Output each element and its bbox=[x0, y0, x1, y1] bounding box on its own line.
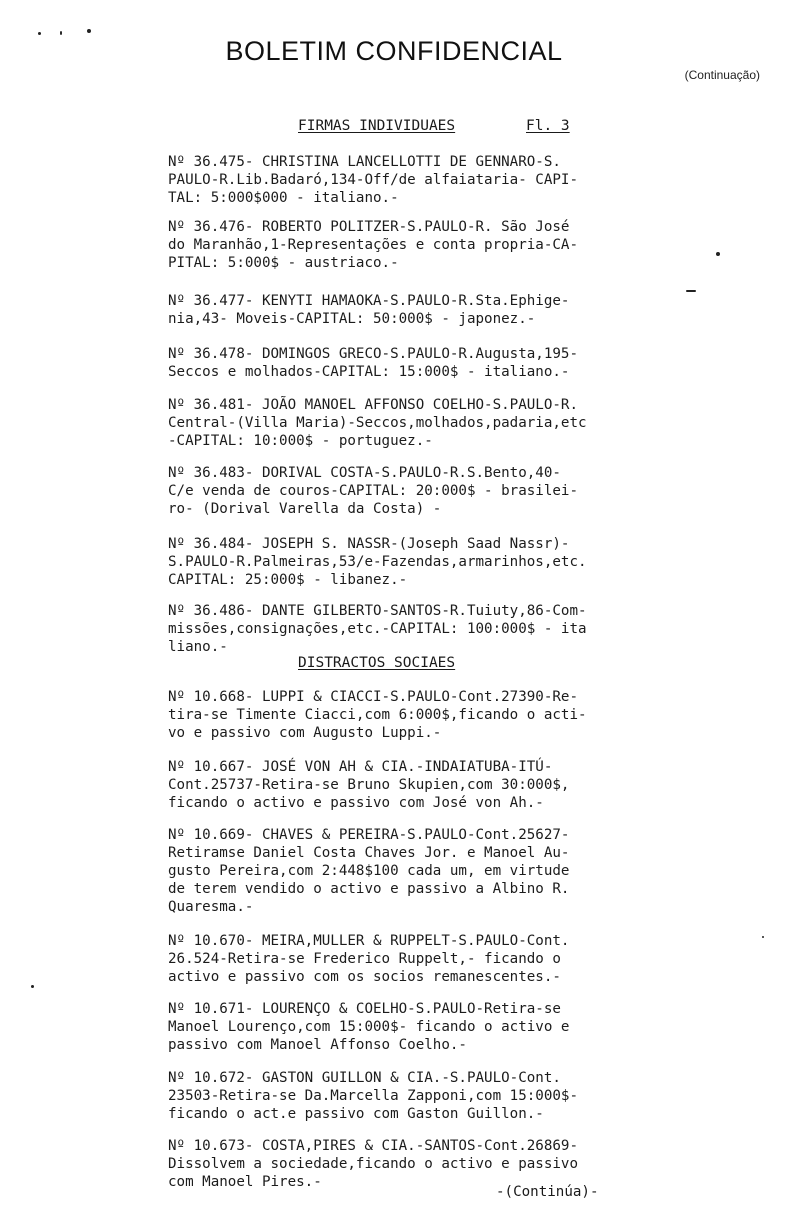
entry-line: Central-(Villa Maria)-Seccos,molhados,padaria,etc bbox=[168, 415, 587, 431]
entry-line: activo e passivo com os socios remanescentes.- bbox=[168, 969, 561, 985]
entry-line: 26.524-Retira-se Frederico Ruppelt,- ficando o bbox=[168, 951, 561, 967]
entry-line: Quaresma.- bbox=[168, 899, 254, 915]
entry-line: PITAL: 5:000$ - austriaco.- bbox=[168, 255, 399, 271]
entry-line: CAPITAL: 25:000$ - libanez.- bbox=[168, 572, 408, 588]
entry-line: ficando o activo e passivo com José von Ah.- bbox=[168, 795, 544, 811]
list-item bbox=[168, 1000, 668, 1054]
entry-line: -CAPITAL: 10:000$ - portuguez.- bbox=[168, 433, 433, 449]
entry-line: Manoel Lourenço,com 15:000$- ficando o activo e bbox=[168, 1019, 570, 1035]
entry-line: Seccos e molhados-CAPITAL: 15:000$ - italiano.- bbox=[168, 364, 570, 380]
entry-line: de terem vendido o activo e passivo a Albino R. bbox=[168, 881, 570, 897]
scan-speck bbox=[87, 29, 91, 33]
entry-line: com Manoel Pires.- bbox=[168, 1174, 322, 1190]
entry-line: Nº 10.669- CHAVES & PEREIRA-S.PAULO-Cont.25627- bbox=[168, 827, 570, 843]
section-heading-firmas: FIRMAS INDIVIDUAES bbox=[298, 118, 456, 134]
section-heading-distractos: DISTRACTOS SOCIAES bbox=[298, 655, 456, 671]
entry-line: ro- (Dorival Varella da Costa) - bbox=[168, 501, 442, 517]
list-item bbox=[168, 218, 668, 272]
list-item bbox=[168, 932, 668, 986]
scan-speck bbox=[60, 31, 62, 35]
list-item bbox=[168, 464, 668, 518]
entry-line: 23503-Retira-se Da.Marcella Zapponi,com 15:000$- bbox=[168, 1088, 578, 1104]
entry-line: Dissolvem a sociedade,ficando o activo e passivo bbox=[168, 1156, 578, 1172]
entry-line: S.PAULO-R.Palmeiras,53/e-Fazendas,armarinhos,etc. bbox=[168, 554, 587, 570]
entry-line: Nº 36.481- JOÃO MANOEL AFFONSO COELHO-S.PAULO-R. bbox=[168, 397, 578, 413]
scan-speck bbox=[38, 32, 41, 35]
entry-line: do Maranhão,1-Representações e conta propria-CA- bbox=[168, 237, 578, 253]
continues-note: -(Continúa)- bbox=[496, 1184, 599, 1200]
entry-line: PAULO-R.Lib.Badaró,134-Off/de alfaiataria- CAPI- bbox=[168, 172, 578, 188]
list-item bbox=[168, 396, 668, 450]
list-item bbox=[168, 826, 668, 916]
entry-line: gusto Pereira,com 2:448$100 cada um, em virtude bbox=[168, 863, 570, 879]
sheet-number: Fl. 3 bbox=[526, 118, 570, 134]
scan-speck bbox=[686, 290, 696, 292]
entry-line: vo e passivo com Augusto Luppi.- bbox=[168, 725, 442, 741]
entry-line: nia,43- Moveis-CAPITAL: 50:000$ - japonez.- bbox=[168, 311, 536, 327]
entry-line: Nº 36.483- DORIVAL COSTA-S.PAULO-R.S.Bento,40- bbox=[168, 465, 561, 481]
list-item bbox=[168, 1137, 668, 1191]
entry-line: TAL: 5:000$000 - italiano.- bbox=[168, 190, 399, 206]
list-item bbox=[168, 758, 668, 812]
list-item bbox=[168, 153, 668, 207]
list-item bbox=[168, 535, 668, 589]
entry-line: Nº 10.667- JOSÉ VON AH & CIA.-INDAIATUBA-ITÚ- bbox=[168, 759, 553, 775]
scan-speck bbox=[716, 252, 720, 256]
entry-line: Nº 10.673- COSTA,PIRES & CIA.-SANTOS-Cont.26869- bbox=[168, 1138, 578, 1154]
entry-line: Nº 36.475- CHRISTINA LANCELLOTTI DE GENNARO-S. bbox=[168, 154, 561, 170]
list-item bbox=[168, 292, 668, 328]
entry-line: Retiramse Daniel Costa Chaves Jor. e Manoel Au- bbox=[168, 845, 570, 861]
document-title: BOLETIM CONFIDENCIAL bbox=[225, 36, 563, 66]
list-item bbox=[168, 345, 668, 381]
entry-line: ficando o act.e passivo com Gaston Guillon.- bbox=[168, 1106, 544, 1122]
entry-line: Nº 36.476- ROBERTO POLITZER-S.PAULO-R. São José bbox=[168, 219, 570, 235]
list-item bbox=[168, 688, 668, 742]
entry-line: C/e venda de couros-CAPITAL: 20:000$ - brasilei- bbox=[168, 483, 578, 499]
entry-line: Nº 36.477- KENYTI HAMAOKA-S.PAULO-R.Sta.Ephige- bbox=[168, 293, 570, 309]
scan-speck bbox=[31, 985, 34, 988]
entry-line: Nº 10.668- LUPPI & CIACCI-S.PAULO-Cont.27390-Re- bbox=[168, 689, 578, 705]
entry-line: Nº 36.478- DOMINGOS GRECO-S.PAULO-R.Augusta,195- bbox=[168, 346, 578, 362]
list-item bbox=[168, 1069, 668, 1123]
entry-line: missões,consignações,etc.-CAPITAL: 100:000$ - ita bbox=[168, 621, 587, 637]
entry-line: Nº 36.484- JOSEPH S. NASSR-(Joseph Saad Nassr)- bbox=[168, 536, 570, 552]
entry-line: Nº 36.486- DANTE GILBERTO-SANTOS-R.Tuiuty,86-Com- bbox=[168, 603, 587, 619]
entry-line: Nº 10.671- LOURENÇO & COELHO-S.PAULO-Retira-se bbox=[168, 1001, 561, 1017]
scan-speck bbox=[762, 936, 764, 938]
entry-line: Nº 10.672- GASTON GUILLON & CIA.-S.PAULO-Cont. bbox=[168, 1070, 561, 1086]
entry-line: tira-se Timente Ciacci,com 6:000$,ficando o acti- bbox=[168, 707, 587, 723]
continuation-label: (Continuação) bbox=[684, 68, 760, 82]
list-item bbox=[168, 602, 668, 656]
entry-line: Cont.25737-Retira-se Bruno Skupien,com 30:000$, bbox=[168, 777, 570, 793]
entry-line: liano.- bbox=[168, 639, 228, 655]
entry-line: Nº 10.670- MEIRA,MULLER & RUPPELT-S.PAULO-Cont. bbox=[168, 933, 570, 949]
entry-line: passivo com Manoel Affonso Coelho.- bbox=[168, 1037, 467, 1053]
